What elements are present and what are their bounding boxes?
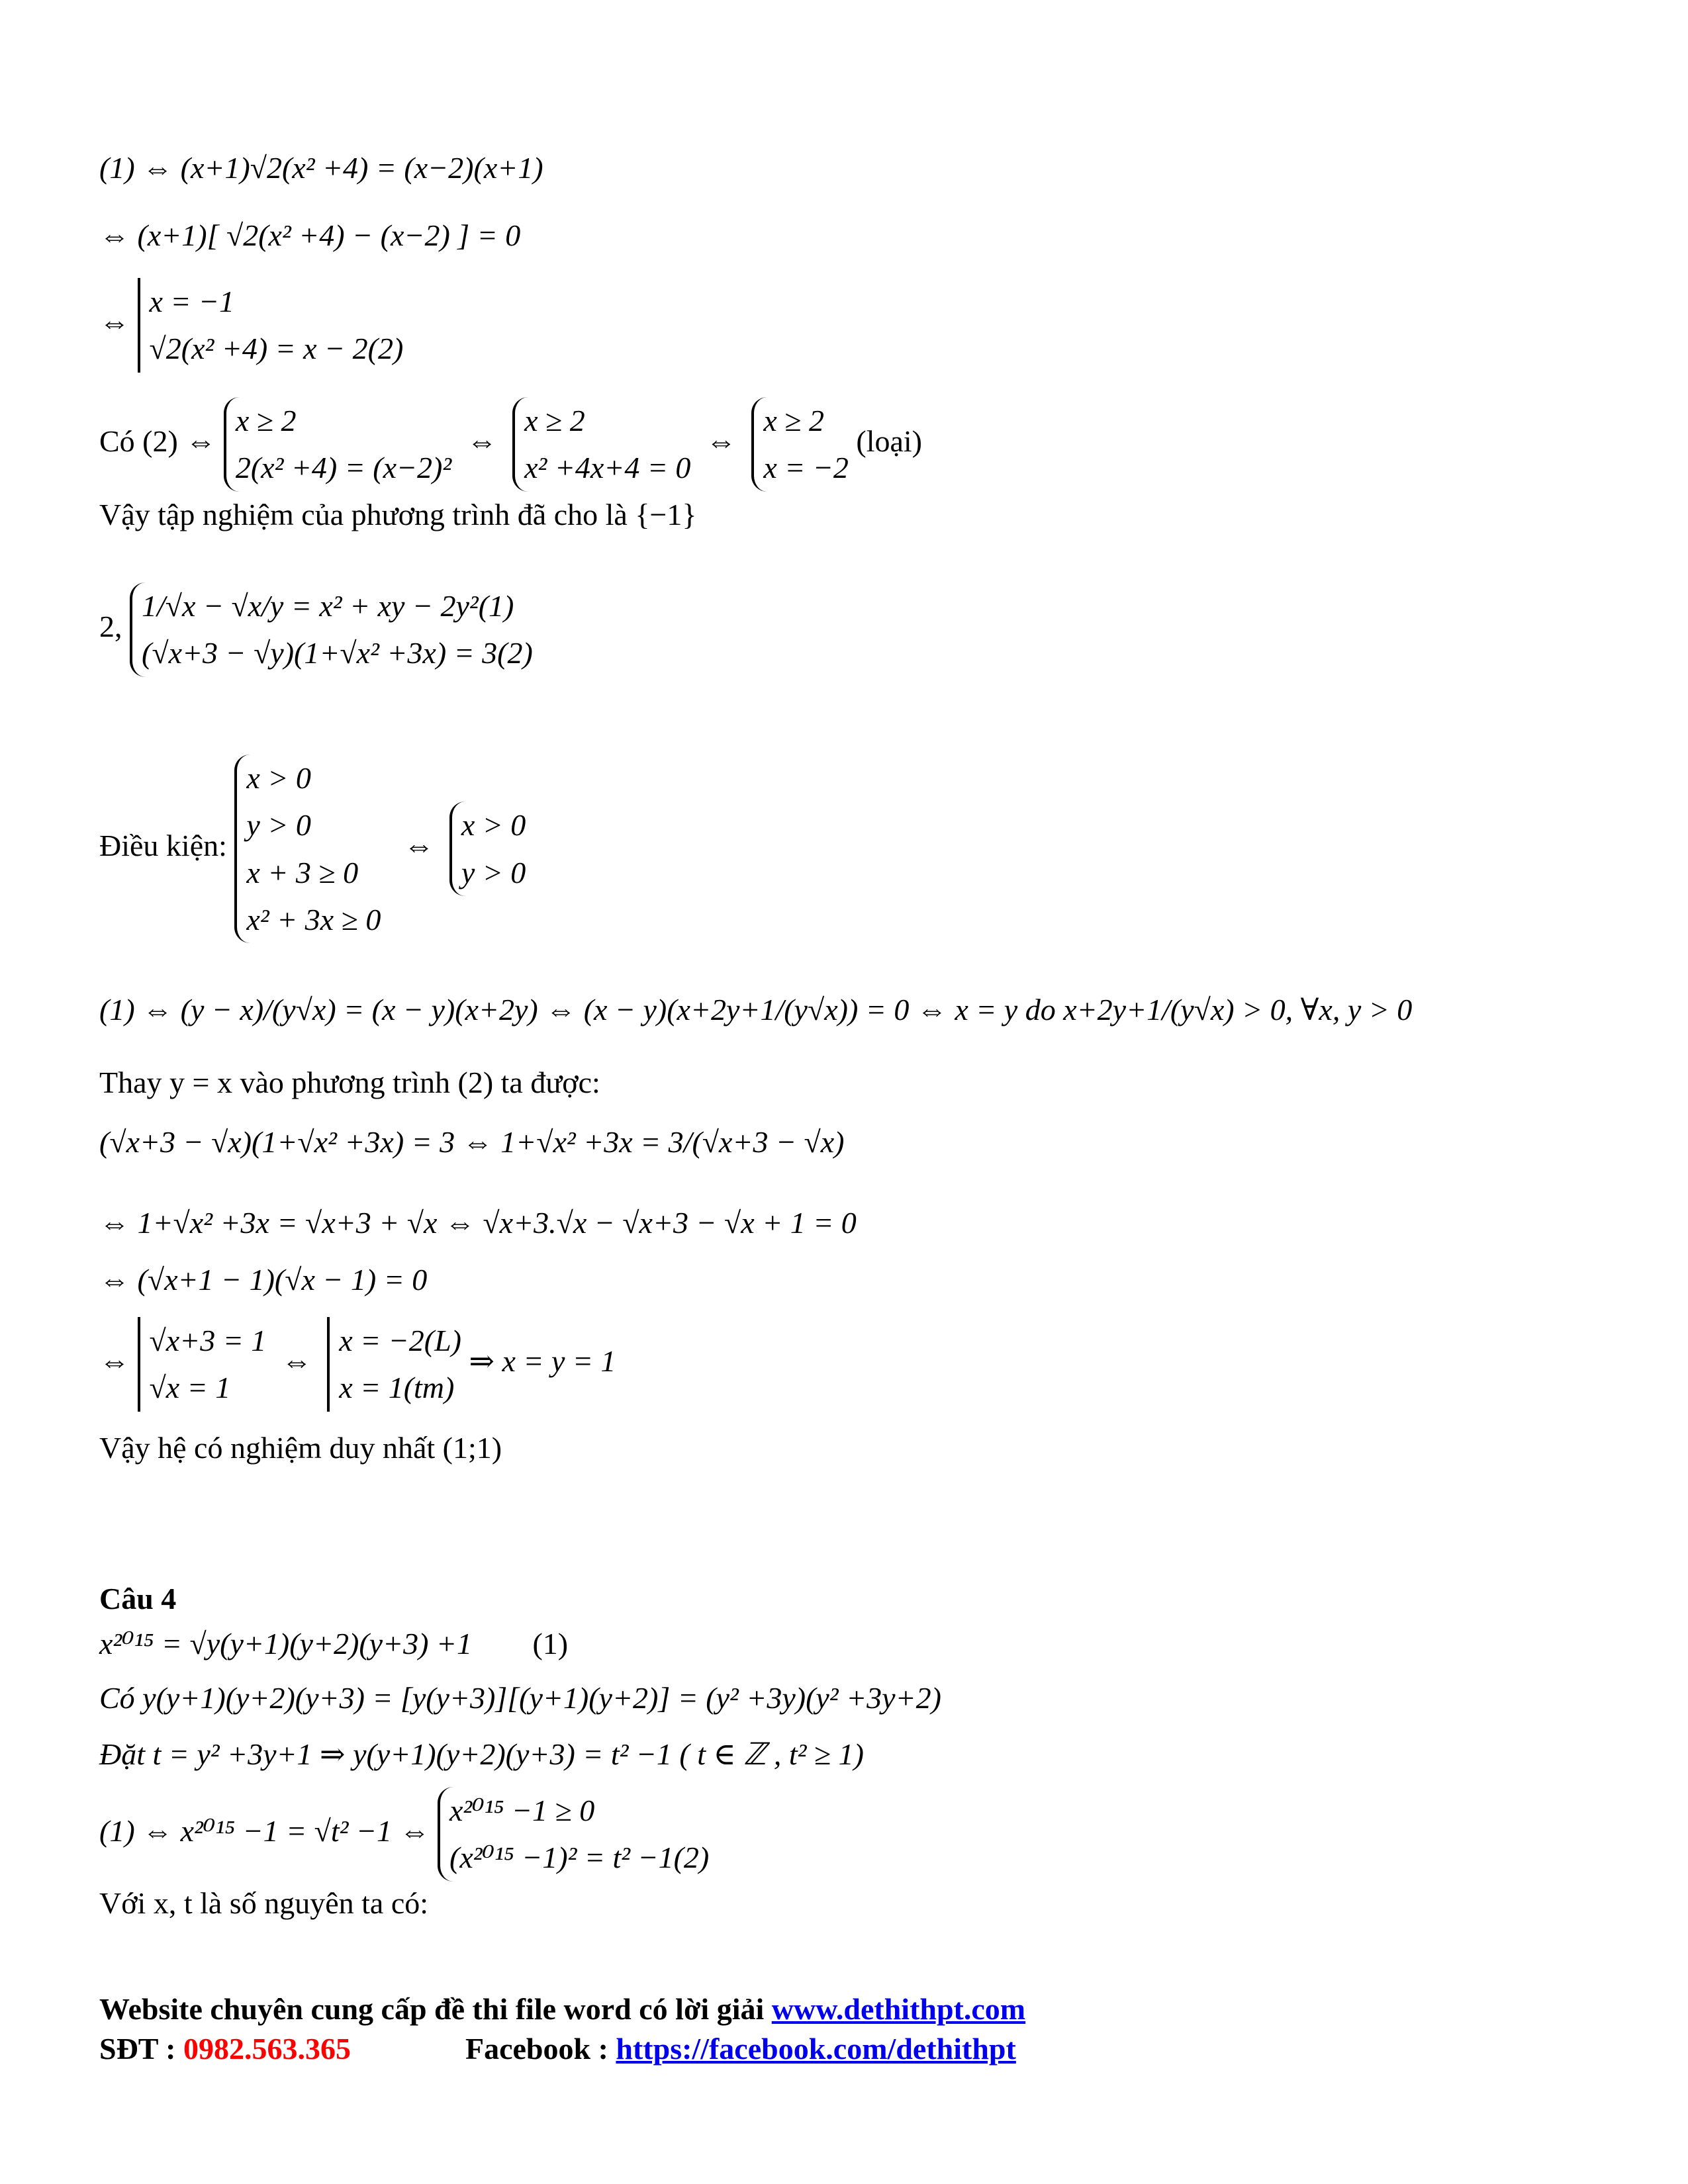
system-2: 2, 1/√x − √x/y = x² + xy − 2y²(1) (√x+3 − √y)(1+√x² +3x) = 3(2)	[99, 582, 533, 677]
conditions: Điều kiện: x > 0 y > 0 x + 3 ≥ 0 x² + 3x ≥ 0 ⇔ x > 0 y > 0	[99, 754, 526, 943]
website-link[interactable]: www.dethithpt.com	[771, 1992, 1026, 2026]
eq-line-15: x²⁰¹⁵ = √y(y+1)(y+2)(y+3) +1 (1)	[99, 1627, 569, 1661]
eq-line-12: ⇔ (√x+1 − 1)(√x − 1) = 0	[99, 1263, 428, 1297]
footer-contact-line: SĐT : 0982.563.365 Facebook : https://facebook.com/dethithpt	[99, 2032, 1016, 2066]
eq-line-10: (√x+3 − √x)(1+√x² +3x) = 3 ⇔ 1+√x² +3x = 3/(√x+3 − √x)	[99, 1125, 845, 1159]
eq-line-3: ⇔ x = −1 √2(x² +4) = x − 2(2)	[99, 278, 403, 373]
eq-line-16: Có y(y+1)(y+2)(y+3) = [y(y+3)][(y+1)(y+2)] = (y² +3y)(y² +3y+2)	[99, 1681, 941, 1715]
integer-note: Với x, t là số nguyên ta có:	[99, 1886, 429, 1920]
facebook-link[interactable]: https://facebook.com/dethithpt	[616, 2032, 1016, 2066]
conclusion-2: Vậy hệ có nghiệm duy nhất (1;1)	[99, 1431, 502, 1465]
solution-bracket: x = −1 √2(x² +4) = x − 2(2)	[138, 278, 404, 373]
phone-number: 0982.563.365	[183, 2032, 351, 2066]
eq-line-2: ⇔ (x+1)[ √2(x² +4) − (x−2) ] = 0	[99, 218, 521, 252]
substitution-text: Thay y = x vào phương trình (2) ta được:	[99, 1066, 600, 1099]
eq-line-1: (1) ⇔ (x+1)√2(x² +4) = (x−2)(x+1)	[99, 151, 543, 185]
eq-line-13: ⇔ √x+3 = 1 √x = 1 ⇔ x = −2(L) x = 1(tm) ⇒ x = y = 1	[99, 1317, 616, 1412]
eq-line-8: (1) ⇔ (y − x)/(y√x) = (x − y)(x+2y) ⇔ (x − y)(x+2y+1/(y√x)) = 0 ⇔ x = y do x+2y+1/(y√x) > 0, ∀x, y > 0	[99, 993, 1413, 1026]
question-4-heading: Câu 4	[99, 1582, 177, 1615]
conclusion-1: Vậy tập nghiệm của phương trình đã cho là {−1}	[99, 498, 697, 531]
eq-line-17: Đặt t = y² +3y+1 ⇒ y(y+1)(y+2)(y+3) = t² −1 ( t ∈ ℤ , t² ≥ 1)	[99, 1737, 864, 1771]
eq-line-11: ⇔ 1+√x² +3x = √x+3 + √x ⇔ √x+3.√x − √x+3 − √x + 1 = 0	[99, 1206, 857, 1240]
footer-website-line: Website chuyên cung cấp đề thi file word có lời giải www.dethithpt.com	[99, 1992, 1026, 2026]
eq-line-4: Có (2) ⇔ x ≥ 2 2(x² +4) = (x−2)² ⇔ x ≥ 2 x² +4x+4 = 0 ⇔ x ≥ 2 x = −2 (loại)	[99, 397, 922, 492]
eq-line-18: (1) ⇔ x²⁰¹⁵ −1 = √t² −1 ⇔ x²⁰¹⁵ −1 ≥ 0 (x²⁰¹⁵ −1)² = t² −1(2)	[99, 1787, 709, 1882]
